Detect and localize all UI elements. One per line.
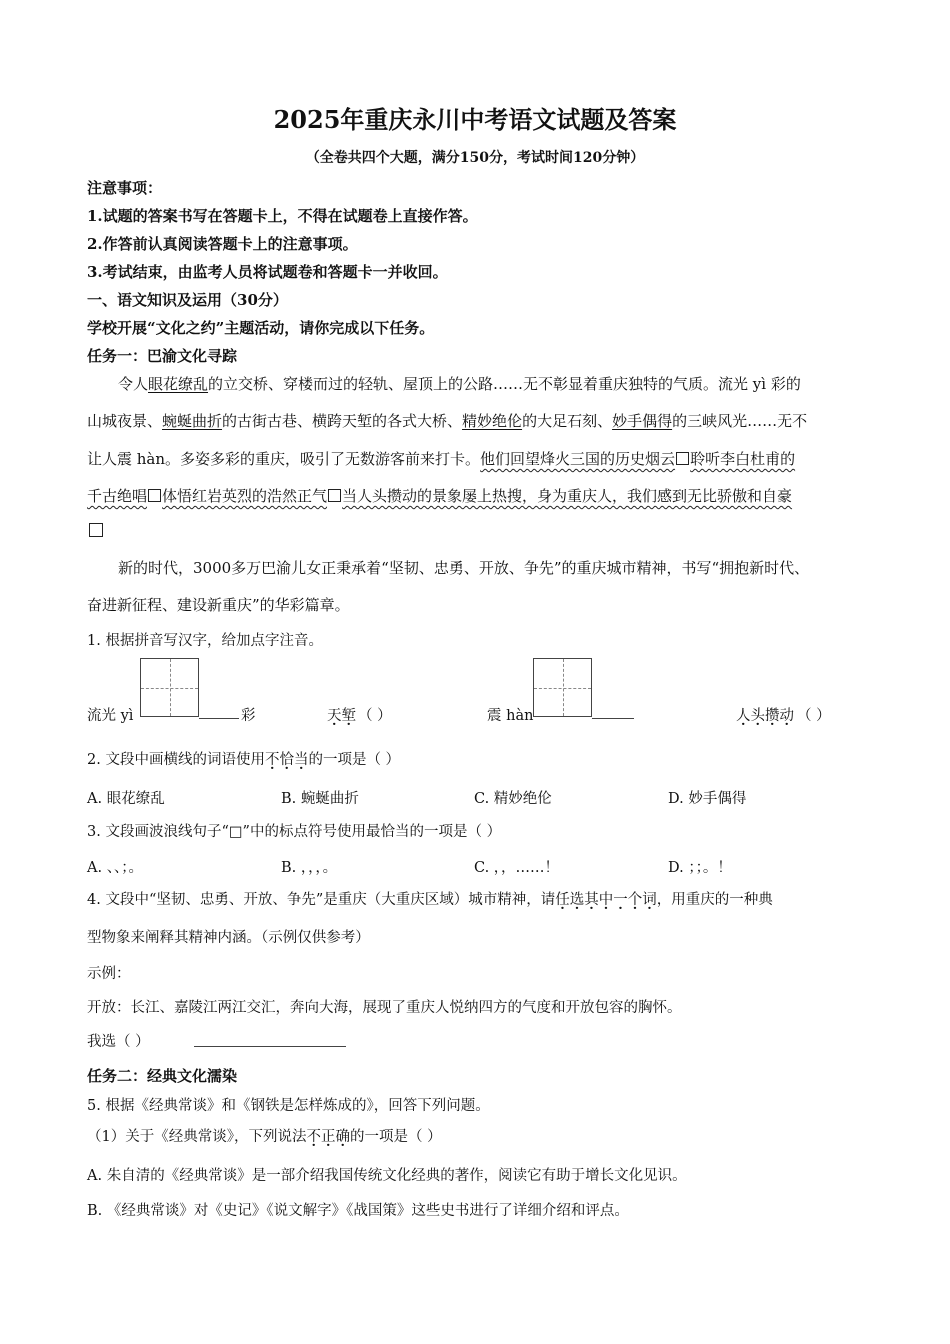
question-5-1-stem: （1）关于《经典常谈》，下列说法不正确的一项是（ ） <box>87 1129 442 1145</box>
dotted-char: 堑 <box>341 708 356 724</box>
option-b[interactable]: B. 《经典常谈》对《史记》《说文解字》《战国策》这些史书进行了详细介绍和评点。 <box>87 1203 629 1219</box>
example-text: 开放：长江、嘉陵江两江交汇，奔向大海，展现了重庆人悦纳四方的气度和开放包容的胸怀。 <box>87 1000 682 1016</box>
question-3-stem: 3. 文段画波浪线句子“□”中的标点符号使用最恰当的一项是（ ） <box>87 824 502 840</box>
q1-item-2: 天堑 <box>327 704 356 725</box>
option-c[interactable]: C. ，，……！ <box>474 860 560 876</box>
question-2-stem: 2. 文段中画横线的词语使用不恰当的一项是（ ） <box>87 752 401 768</box>
underlined-word: 精妙绝伦 <box>462 412 523 430</box>
passage-line <box>87 485 792 506</box>
passage-line: 山城夜景、蜿蜒曲折的古街古巷、横跨天堑的各式大桥、精妙绝伦的大足石刻、妙手偶得的三峡风光……无不 <box>87 412 808 430</box>
q1-item-4: 人头攒动 <box>736 704 794 725</box>
wavy-sentence: 千古绝唱 体悟红岩英烈的浩然正气 当人头攒动的景象屡上热搜，身为重庆人，我们感到无比骄傲和自豪 <box>87 487 793 505</box>
answer-line[interactable] <box>199 718 239 719</box>
q1-item-2-paren[interactable]: （ ） <box>358 708 392 724</box>
dotted-emphasis: 不恰当 <box>264 752 309 768</box>
writing-grid-box[interactable] <box>533 658 592 717</box>
option-a[interactable]: A. 眼花缭乱 <box>87 791 165 807</box>
passage-line: 奋进新征程、建设新重庆”的华彩篇章。 <box>87 596 350 614</box>
notice-heading: 注意事项： <box>87 179 163 197</box>
writing-grid-box[interactable] <box>140 658 199 717</box>
notice-item: 2.作答前认真阅读答题卡上的注意事项。 <box>87 235 358 253</box>
question-5-stem: 5. 根据《经典常谈》和《钢铁是怎样炼成的》，回答下列问题。 <box>87 1098 490 1114</box>
option-a[interactable]: A. 、、；。 <box>87 860 143 876</box>
option-d[interactable]: D. 妙手偶得 <box>668 791 747 807</box>
passage-line: 令人眼花缭乱的立交桥、穿楼而过的轻轨、屋顶上的公路……无不彰显着重庆独特的气质。流光 yì 彩的 <box>118 375 801 393</box>
wavy-sentence: 他们回望烽火三国的历史烟云 聆听李白杜甫的 <box>480 450 796 468</box>
option-b[interactable]: B. ，，，。 <box>281 860 338 876</box>
q1-item-4-paren[interactable]: （ ） <box>797 708 831 724</box>
underlined-word: 蜿蜒曲折 <box>162 412 223 430</box>
answer-line[interactable] <box>194 1046 346 1047</box>
question-4-stem-cont: 型物象来阐释其精神内涵。（示例仅供参考） <box>87 930 370 946</box>
option-c[interactable]: C. 精妙绝伦 <box>474 791 552 807</box>
dotted-emphasis: 不正确 <box>306 1129 350 1145</box>
blank-square-end <box>88 522 104 540</box>
option-b[interactable]: B. 蜿蜒曲折 <box>281 791 359 807</box>
underlined-word: 妙手偶得 <box>612 412 673 430</box>
answer-line[interactable] <box>592 718 634 719</box>
q1-item-1-suffix: 彩 <box>241 708 256 724</box>
notice-item: 1.试题的答案书写在答题卡上，不得在试题卷上直接作答。 <box>87 207 478 225</box>
passage-line: 让人震 hàn。多姿多彩的重庆，吸引了无数游客前来打卡。他们回望烽火三国的历史烟云 聆听李白杜甫的 <box>87 450 796 468</box>
passage-line: 新的时代，3000多万巴渝儿女正秉承着“坚韧、忠勇、开放、争先”的重庆城市精神，书写“拥抱新时代、 <box>118 559 810 577</box>
q1-item-3-prefix: 震 hàn <box>487 708 534 724</box>
task-heading: 任务二：经典文化濡染 <box>87 1067 238 1085</box>
option-d[interactable]: D. ；；。！ <box>668 860 732 876</box>
blank-square <box>676 452 689 465</box>
dotted-emphasis: 任选其中一个词 <box>555 892 657 908</box>
answer-label: 我选（ ） <box>87 1034 150 1050</box>
option-a[interactable]: A. 朱自清的《经典常谈》是一部介绍我国传统文化经典的著作，阅读它有助于增长文化见识。 <box>87 1168 687 1184</box>
section-intro: 学校开展“文化之约”主题活动，请你完成以下任务。 <box>87 319 435 337</box>
dotted-char: 攒 <box>765 708 780 724</box>
q1-item-1-prefix: 流光 yì <box>87 708 134 724</box>
blank-square <box>328 489 341 502</box>
section-heading: 一、语文知识及运用（30分） <box>87 291 288 309</box>
page-title: 2025年重庆永川中考语文试题及答案 <box>273 105 677 134</box>
question-1-stem: 1. 根据拼音写汉字，给加点字注音。 <box>87 633 323 649</box>
underlined-word: 眼花缭乱 <box>148 375 209 393</box>
notice-item: 3.考试结束，由监考人员将试题卷和答题卡一并收回。 <box>87 263 448 281</box>
blank-square <box>148 489 161 502</box>
exam-info: （全卷共四个大题，满分150分，考试时间120分钟） <box>305 150 645 166</box>
example-label: 示例： <box>87 966 131 982</box>
question-4-stem: 4. 文段中“坚韧、忠勇、开放、争先”是重庆（大重庆区域）城市精神，请任选其中一个词，用重庆的一种典 <box>87 892 773 908</box>
task-heading: 任务一：巴渝文化寻踪 <box>87 347 238 365</box>
